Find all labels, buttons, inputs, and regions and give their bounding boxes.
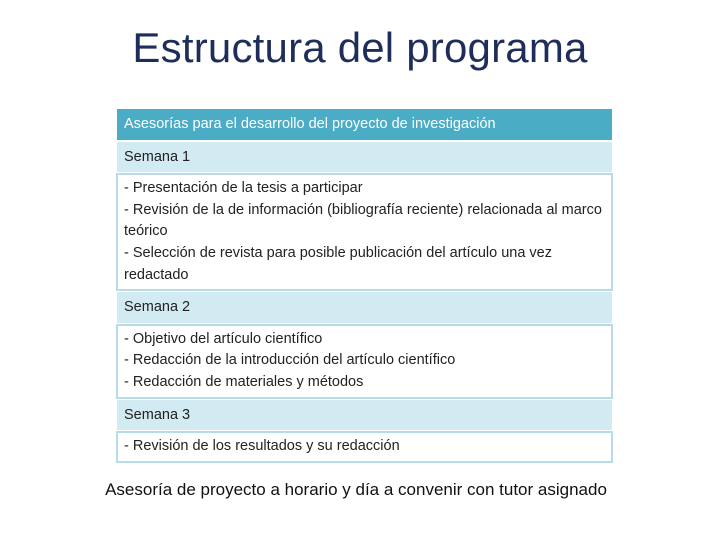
week-content [116, 173, 613, 291]
week-row [116, 141, 613, 174]
week-label: Semana 1 [116, 141, 613, 174]
week-row [116, 291, 613, 324]
table-header-row [116, 108, 613, 141]
week-label: Semana 2 [116, 291, 613, 324]
activity-item: - Redacción de materiales y métodos [124, 373, 364, 390]
week-content-row [116, 173, 613, 291]
week-row [116, 399, 613, 432]
week-content-row [116, 431, 613, 463]
slide-title: Estructura del programa [132, 24, 588, 71]
week-content [116, 431, 613, 463]
activity-item: - Selección de revista para posible publicación del artículo una vez redactado [124, 244, 552, 283]
activity-item: - Objetivo del artículo científico [124, 330, 323, 347]
activity-item: - Redacción de la introducción del artículo científico [124, 352, 456, 369]
activity-item: - Presentación de la tesis a participar [124, 180, 363, 197]
activity-item: - Revisión de los resultados y su redacción [124, 438, 400, 455]
week-label: Semana 3 [116, 399, 613, 432]
footer-note: Asesoría de proyecto a horario y día a convenir con tutor asignado [105, 480, 607, 499]
week-content-row [116, 324, 613, 399]
table-header-cell: Asesorías para el desarrollo del proyecto de investigación [116, 108, 613, 141]
week-content [116, 324, 613, 399]
program-table [115, 107, 614, 464]
activity-item: - Revisión de la de información (bibliografía reciente) relacionada al marco teórico [124, 201, 602, 240]
